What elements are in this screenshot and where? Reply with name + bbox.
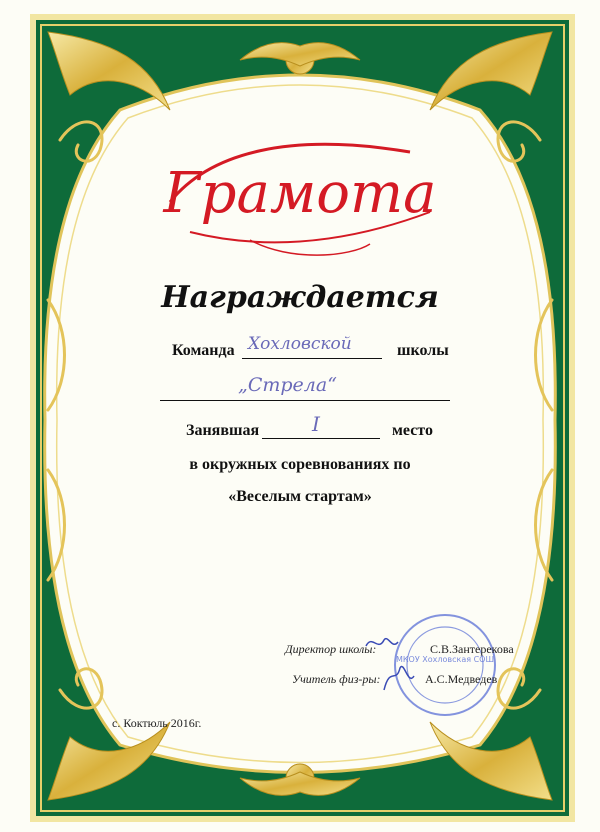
award-heading: Награждается bbox=[161, 280, 439, 315]
place-suffix: место bbox=[392, 422, 433, 439]
stamp-text: МКОУ Хохловская СОШ bbox=[395, 655, 495, 664]
place-label: Занявшая bbox=[186, 422, 260, 439]
director-name: С.В.Зантерекова bbox=[430, 642, 514, 656]
teacher-name: А.С.Медведев bbox=[425, 672, 498, 686]
event-line-2: «Веселым стартам» bbox=[228, 488, 372, 505]
teacher-label: Учитель физ-ры: bbox=[292, 672, 381, 686]
team-label: Команда bbox=[172, 342, 235, 359]
title-script-graphic bbox=[150, 112, 450, 262]
team-handwritten: Хохловской bbox=[248, 334, 352, 354]
event-line-1: в окружных соревнованиях по bbox=[189, 456, 411, 473]
team-name-handwritten: „Стрела“ bbox=[238, 374, 337, 396]
place-date: с. Коктюль 2016г. bbox=[112, 716, 202, 730]
team-name-underline bbox=[160, 374, 450, 401]
place-handwritten: I bbox=[312, 412, 320, 436]
director-signature bbox=[362, 632, 402, 656]
team-suffix: школы bbox=[397, 342, 449, 359]
director-label: Директор школы: bbox=[285, 642, 377, 656]
teacher-signature bbox=[378, 656, 418, 696]
team-underline bbox=[242, 336, 382, 359]
place-underline bbox=[262, 412, 380, 439]
certificate-title: Грамота bbox=[163, 161, 437, 226]
